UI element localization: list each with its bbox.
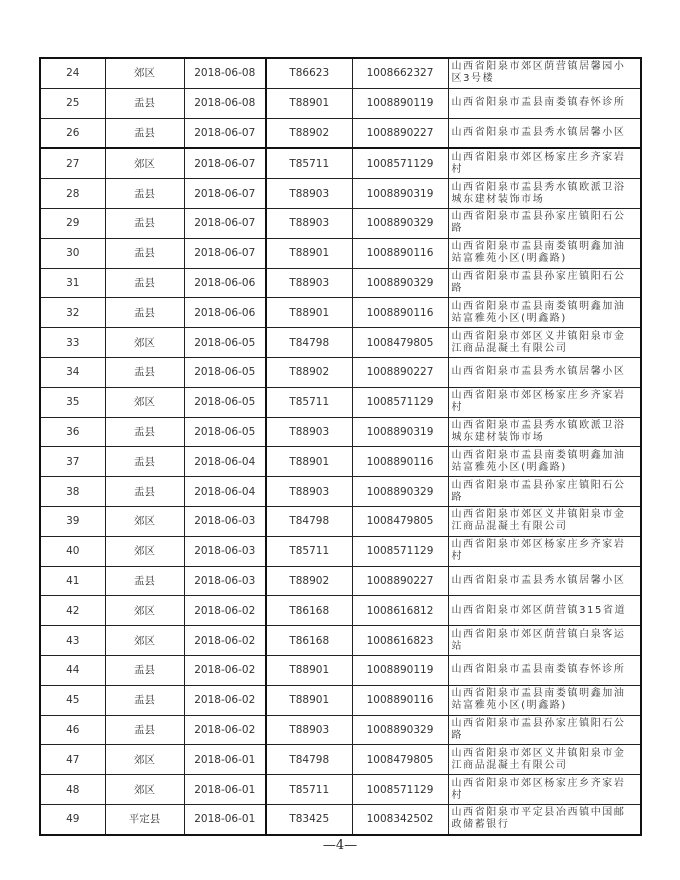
- code-cell: T84798: [266, 328, 352, 358]
- number-cell: 1008479805: [352, 328, 448, 358]
- district-cell: 郊区: [105, 506, 184, 536]
- address-cell: 山西省阳泉市平定县冶西镇中国邮政储蓄银行: [448, 804, 641, 834]
- table-row: [40, 655, 641, 685]
- table-row: [40, 626, 641, 656]
- code-cell: T85711: [266, 148, 352, 178]
- number-cell: 1008890329: [352, 477, 448, 507]
- table-row: [40, 357, 641, 387]
- number-cell: 1008616812: [352, 596, 448, 626]
- table-row: [40, 506, 641, 536]
- address-cell: 山西省阳泉市盂县秀水镇欧派卫浴城东建材装饰市场: [448, 417, 641, 447]
- date-cell: 2018-06-02: [184, 655, 266, 685]
- address-cell: 山西省阳泉市郊区荫营镇居馨园小区3号楼: [448, 58, 641, 88]
- address-cell: 山西省阳泉市盂县孙家庄镇阳石公路: [448, 715, 641, 745]
- number-cell: 1008616823: [352, 626, 448, 656]
- address-cell: 山西省阳泉市盂县孙家庄镇阳石公路: [448, 477, 641, 507]
- district-cell: 盂县: [105, 566, 184, 596]
- district-cell: 郊区: [105, 536, 184, 566]
- code-cell: T84798: [266, 745, 352, 775]
- number-cell: 1008890329: [352, 208, 448, 238]
- number-cell: 1008479805: [352, 745, 448, 775]
- date-cell: 2018-06-02: [184, 596, 266, 626]
- row-number-cell: 41: [40, 566, 105, 596]
- date-cell: 2018-06-03: [184, 506, 266, 536]
- district-cell: 盂县: [105, 477, 184, 507]
- code-cell: T88902: [266, 566, 352, 596]
- code-cell: T84798: [266, 506, 352, 536]
- row-number-cell: 26: [40, 118, 105, 148]
- address-cell: 山西省阳泉市郊区义井镇阳泉市金江商品混凝土有限公司: [448, 745, 641, 775]
- date-cell: 2018-06-02: [184, 715, 266, 745]
- table-row: [40, 328, 641, 358]
- table-row: [40, 179, 641, 209]
- code-cell: T88903: [266, 179, 352, 209]
- number-cell: 1008890119: [352, 88, 448, 118]
- date-cell: 2018-06-03: [184, 566, 266, 596]
- address-cell: 山西省阳泉市郊区荫营镇315省道: [448, 596, 641, 626]
- number-cell: 1008571129: [352, 775, 448, 805]
- table-row: [40, 447, 641, 477]
- date-cell: 2018-06-07: [184, 238, 266, 268]
- row-number-cell: 44: [40, 655, 105, 685]
- address-cell: 山西省阳泉市盂县南娄镇明鑫加油站富雅苑小区(明鑫路): [448, 685, 641, 715]
- number-cell: 1008890116: [352, 447, 448, 477]
- table-row: [40, 58, 641, 88]
- district-cell: 郊区: [105, 745, 184, 775]
- code-cell: T88902: [266, 357, 352, 387]
- code-cell: T88903: [266, 268, 352, 298]
- address-cell: 山西省阳泉市郊区杨家庄乡齐家岩村: [448, 775, 641, 805]
- code-cell: T88901: [266, 238, 352, 268]
- row-number-cell: 45: [40, 685, 105, 715]
- number-cell: 1008571129: [352, 148, 448, 178]
- row-number-cell: 46: [40, 715, 105, 745]
- address-cell: 山西省阳泉市郊区义井镇阳泉市金江商品混凝土有限公司: [448, 328, 641, 358]
- date-cell: 2018-06-03: [184, 536, 266, 566]
- date-cell: 2018-06-08: [184, 58, 266, 88]
- table-row: [40, 268, 641, 298]
- date-cell: 2018-06-06: [184, 268, 266, 298]
- address-cell: 山西省阳泉市盂县孙家庄镇阳石公路: [448, 208, 641, 238]
- date-cell: 2018-06-07: [184, 118, 266, 148]
- table-row: [40, 298, 641, 328]
- row-number-cell: 49: [40, 804, 105, 834]
- date-cell: 2018-06-04: [184, 477, 266, 507]
- code-cell: T88901: [266, 685, 352, 715]
- table-row: [40, 775, 641, 805]
- code-cell: T88901: [266, 447, 352, 477]
- table-row: [40, 477, 641, 507]
- district-cell: 郊区: [105, 148, 184, 178]
- district-cell: 盂县: [105, 238, 184, 268]
- address-cell: 山西省阳泉市盂县秀水镇居馨小区: [448, 357, 641, 387]
- district-cell: 郊区: [105, 626, 184, 656]
- district-cell: 郊区: [105, 775, 184, 805]
- number-cell: 1008890116: [352, 298, 448, 328]
- address-cell: 山西省阳泉市盂县南娄镇明鑫加油站富雅苑小区(明鑫路): [448, 298, 641, 328]
- row-number-cell: 33: [40, 328, 105, 358]
- row-number-cell: 38: [40, 477, 105, 507]
- row-number-cell: 24: [40, 58, 105, 88]
- date-cell: 2018-06-05: [184, 387, 266, 417]
- row-number-cell: 27: [40, 148, 105, 178]
- table-row: [40, 566, 641, 596]
- code-cell: T85711: [266, 775, 352, 805]
- row-number-cell: 31: [40, 268, 105, 298]
- address-cell: 山西省阳泉市盂县南娄镇明鑫加油站富雅苑小区(明鑫路): [448, 238, 641, 268]
- row-number-cell: 32: [40, 298, 105, 328]
- row-number-cell: 42: [40, 596, 105, 626]
- number-cell: 1008890329: [352, 268, 448, 298]
- table-row: [40, 208, 641, 238]
- code-cell: T88901: [266, 655, 352, 685]
- number-cell: 1008890227: [352, 118, 448, 148]
- address-cell: 山西省阳泉市盂县秀水镇居馨小区: [448, 118, 641, 148]
- district-cell: 盂县: [105, 298, 184, 328]
- row-number-cell: 48: [40, 775, 105, 805]
- code-cell: T88903: [266, 715, 352, 745]
- district-cell: 盂县: [105, 118, 184, 148]
- row-number-cell: 28: [40, 179, 105, 209]
- table-row: [40, 804, 641, 834]
- address-cell: 山西省阳泉市郊区杨家庄乡齐家岩村: [448, 148, 641, 178]
- row-number-cell: 40: [40, 536, 105, 566]
- code-cell: T86168: [266, 596, 352, 626]
- date-cell: 2018-06-01: [184, 775, 266, 805]
- district-cell: 平定县: [105, 804, 184, 834]
- district-cell: 郊区: [105, 596, 184, 626]
- address-cell: 山西省阳泉市盂县孙家庄镇阳石公路: [448, 268, 641, 298]
- row-number-cell: 47: [40, 745, 105, 775]
- number-cell: 1008890116: [352, 685, 448, 715]
- table-body: [40, 58, 641, 835]
- code-cell: T88903: [266, 208, 352, 238]
- table-row: [40, 715, 641, 745]
- number-cell: 1008571129: [352, 387, 448, 417]
- number-cell: 1008342502: [352, 804, 448, 834]
- table-row: [40, 238, 641, 268]
- table-row: [40, 88, 641, 118]
- district-cell: 盂县: [105, 268, 184, 298]
- code-cell: T86623: [266, 58, 352, 88]
- date-cell: 2018-06-07: [184, 179, 266, 209]
- code-cell: T86168: [266, 626, 352, 656]
- row-number-cell: 35: [40, 387, 105, 417]
- table-row: [40, 685, 641, 715]
- number-cell: 1008890319: [352, 417, 448, 447]
- table-row: [40, 536, 641, 566]
- row-number-cell: 30: [40, 238, 105, 268]
- date-cell: 2018-06-05: [184, 357, 266, 387]
- number-cell: 1008890329: [352, 715, 448, 745]
- number-cell: 1008890116: [352, 238, 448, 268]
- district-cell: 盂县: [105, 447, 184, 477]
- table-row: [40, 387, 641, 417]
- address-cell: 山西省阳泉市盂县南娄镇春怀诊所: [448, 655, 641, 685]
- number-cell: 1008890227: [352, 357, 448, 387]
- date-cell: 2018-06-01: [184, 804, 266, 834]
- address-cell: 山西省阳泉市郊区杨家庄乡齐家岩村: [448, 536, 641, 566]
- code-cell: T88902: [266, 118, 352, 148]
- district-cell: 盂县: [105, 88, 184, 118]
- code-cell: T88901: [266, 88, 352, 118]
- table-row: [40, 596, 641, 626]
- number-cell: 1008571129: [352, 536, 448, 566]
- district-cell: 郊区: [105, 58, 184, 88]
- district-cell: 盂县: [105, 715, 184, 745]
- district-cell: 盂县: [105, 357, 184, 387]
- code-cell: T85711: [266, 387, 352, 417]
- date-cell: 2018-06-07: [184, 208, 266, 238]
- address-cell: 山西省阳泉市盂县南娄镇明鑫加油站富雅苑小区(明鑫路): [448, 447, 641, 477]
- district-cell: 盂县: [105, 417, 184, 447]
- row-number-cell: 34: [40, 357, 105, 387]
- address-cell: 山西省阳泉市郊区杨家庄乡齐家岩村: [448, 387, 641, 417]
- code-cell: T85711: [266, 536, 352, 566]
- table-row: [40, 118, 641, 148]
- number-cell: 1008662327: [352, 58, 448, 88]
- address-cell: 山西省阳泉市盂县秀水镇欧派卫浴城东建材装饰市场: [448, 179, 641, 209]
- table-row: [40, 148, 641, 178]
- district-cell: 盂县: [105, 685, 184, 715]
- date-cell: 2018-06-08: [184, 88, 266, 118]
- number-cell: 1008890319: [352, 179, 448, 209]
- code-cell: T83425: [266, 804, 352, 834]
- date-cell: 2018-06-01: [184, 745, 266, 775]
- date-cell: 2018-06-05: [184, 328, 266, 358]
- table-row: [40, 745, 641, 775]
- date-cell: 2018-06-07: [184, 148, 266, 178]
- code-cell: T88903: [266, 477, 352, 507]
- date-cell: 2018-06-02: [184, 626, 266, 656]
- row-number-cell: 36: [40, 417, 105, 447]
- records-table: [39, 57, 642, 836]
- address-cell: 山西省阳泉市盂县南娄镇春怀诊所: [448, 88, 641, 118]
- row-number-cell: 37: [40, 447, 105, 477]
- row-number-cell: 29: [40, 208, 105, 238]
- number-cell: 1008890119: [352, 655, 448, 685]
- code-cell: T88903: [266, 417, 352, 447]
- district-cell: 盂县: [105, 208, 184, 238]
- table-row: [40, 417, 641, 447]
- row-number-cell: 43: [40, 626, 105, 656]
- date-cell: 2018-06-04: [184, 447, 266, 477]
- address-cell: 山西省阳泉市盂县秀水镇居馨小区: [448, 566, 641, 596]
- number-cell: 1008890227: [352, 566, 448, 596]
- date-cell: 2018-06-06: [184, 298, 266, 328]
- address-cell: 山西省阳泉市郊区荫营镇白泉客运站: [448, 626, 641, 656]
- row-number-cell: 25: [40, 88, 105, 118]
- number-cell: 1008479805: [352, 506, 448, 536]
- date-cell: 2018-06-02: [184, 685, 266, 715]
- code-cell: T88901: [266, 298, 352, 328]
- district-cell: 盂县: [105, 179, 184, 209]
- page-number: —4—: [322, 838, 358, 853]
- address-cell: 山西省阳泉市郊区义井镇阳泉市金江商品混凝土有限公司: [448, 506, 641, 536]
- district-cell: 郊区: [105, 387, 184, 417]
- district-cell: 郊区: [105, 328, 184, 358]
- date-cell: 2018-06-05: [184, 417, 266, 447]
- district-cell: 盂县: [105, 655, 184, 685]
- row-number-cell: 39: [40, 506, 105, 536]
